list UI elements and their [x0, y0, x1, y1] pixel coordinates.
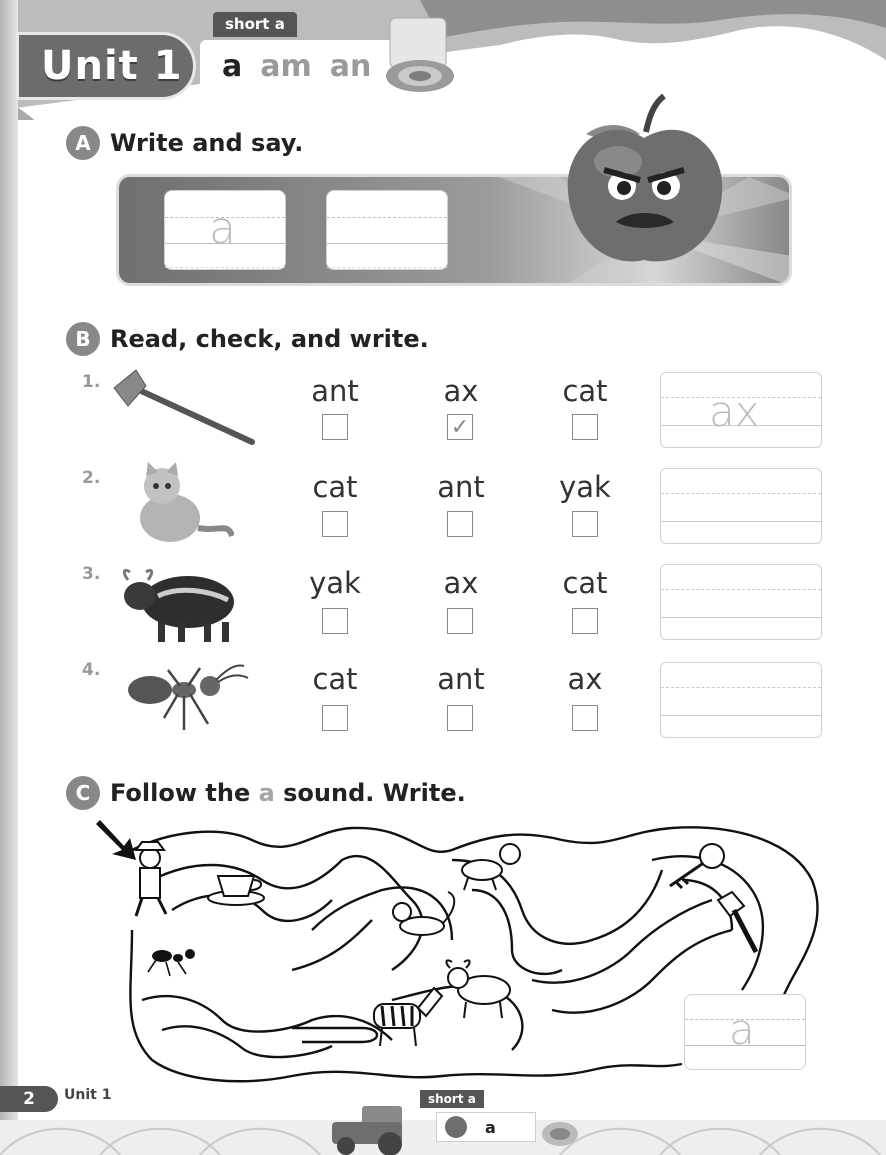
unit-label: Unit 1: [41, 43, 183, 89]
answer-writing-box[interactable]: [660, 564, 822, 640]
farmer-icon: [136, 842, 166, 916]
sound-item: am: [260, 48, 312, 84]
answer-writing-box[interactable]: [660, 662, 822, 738]
maze-traced-letter: a: [729, 1005, 755, 1054]
footer-short-tag: short a: [420, 1090, 484, 1108]
answer-writing-box[interactable]: [660, 468, 822, 544]
footer-apple-icon: [445, 1116, 467, 1138]
sound-item: a: [222, 48, 243, 84]
footer-unit-label: Unit 1: [64, 1087, 112, 1103]
cup-icon: [208, 876, 264, 905]
angry-apple-icon: [560, 92, 728, 272]
cat-picture-icon: [128, 462, 234, 548]
word-option: cat: [312, 470, 358, 504]
row-number: 2.: [82, 468, 101, 488]
checkbox[interactable]: [572, 608, 598, 634]
word-option: cat: [562, 374, 608, 408]
footer-scroll-icon: [540, 1118, 580, 1148]
word-option: ant: [311, 374, 359, 408]
section-b-heading: [66, 322, 429, 356]
checkbox[interactable]: [447, 705, 473, 731]
page-number: 2: [0, 1086, 58, 1112]
yak-picture-icon: [118, 566, 240, 644]
yak-icon: [446, 960, 510, 1018]
word-option: yak: [309, 566, 361, 600]
start-arrow-icon: [96, 820, 136, 860]
dog-icon: [462, 844, 520, 890]
writing-box[interactable]: [326, 190, 448, 270]
checkbox[interactable]: [322, 705, 348, 731]
word-option: cat: [312, 662, 358, 696]
section-b-letter: B: [66, 322, 100, 356]
row-number: 3.: [82, 564, 101, 584]
ant-icon: [148, 949, 195, 976]
ax-picture-icon: [110, 368, 260, 448]
section-c-title-start: Follow the: [110, 779, 251, 807]
checkbox[interactable]: [322, 511, 348, 537]
footer-letter: a: [485, 1117, 496, 1137]
traced-answer: ax: [709, 387, 760, 436]
section-c-letter: C: [66, 776, 100, 810]
word-option: ax: [443, 566, 479, 600]
scroll-icon: [382, 14, 458, 96]
example-writing-box: [164, 190, 286, 270]
sound-item: an: [329, 48, 372, 84]
page-binding-edge: [0, 0, 18, 1155]
section-c-title-end: sound. Write.: [283, 779, 466, 807]
checkbox[interactable]: [322, 608, 348, 634]
unit-badge: [16, 32, 196, 100]
section-a-title: Write and say.: [110, 129, 304, 157]
section-c-target-letter: a: [258, 779, 275, 807]
word-option: ax: [443, 374, 479, 408]
word-option: yak: [559, 470, 611, 504]
footer-phonics-bar: [436, 1112, 536, 1142]
traced-letter: a: [209, 203, 236, 254]
section-c-heading: [66, 776, 466, 810]
short-a-tag: short a: [213, 12, 297, 37]
phonics-word-bar: [200, 40, 410, 92]
cat-icon: [393, 892, 454, 935]
tractor-icon: [328, 1100, 428, 1155]
checkbox[interactable]: [572, 511, 598, 537]
row-number: 4.: [82, 660, 101, 680]
word-option: cat: [562, 566, 608, 600]
checkbox[interactable]: [447, 608, 473, 634]
word-option: ax: [567, 662, 603, 696]
section-b-title: Read, check, and write.: [110, 325, 429, 353]
word-option: ant: [437, 470, 485, 504]
checkbox[interactable]: [572, 414, 598, 440]
ant-picture-icon: [124, 660, 250, 736]
checkbox[interactable]: [447, 511, 473, 537]
checkbox-checked[interactable]: ✓: [447, 414, 473, 440]
ax-maze-icon: [718, 892, 756, 952]
section-a-heading: [66, 126, 303, 160]
answer-writing-box[interactable]: [660, 372, 822, 448]
section-a-letter: A: [66, 126, 100, 160]
maze-answer-box[interactable]: [684, 994, 806, 1070]
checkbox[interactable]: [322, 414, 348, 440]
word-option: ant: [437, 662, 485, 696]
row-number: 1.: [82, 372, 101, 392]
checkbox[interactable]: [572, 705, 598, 731]
